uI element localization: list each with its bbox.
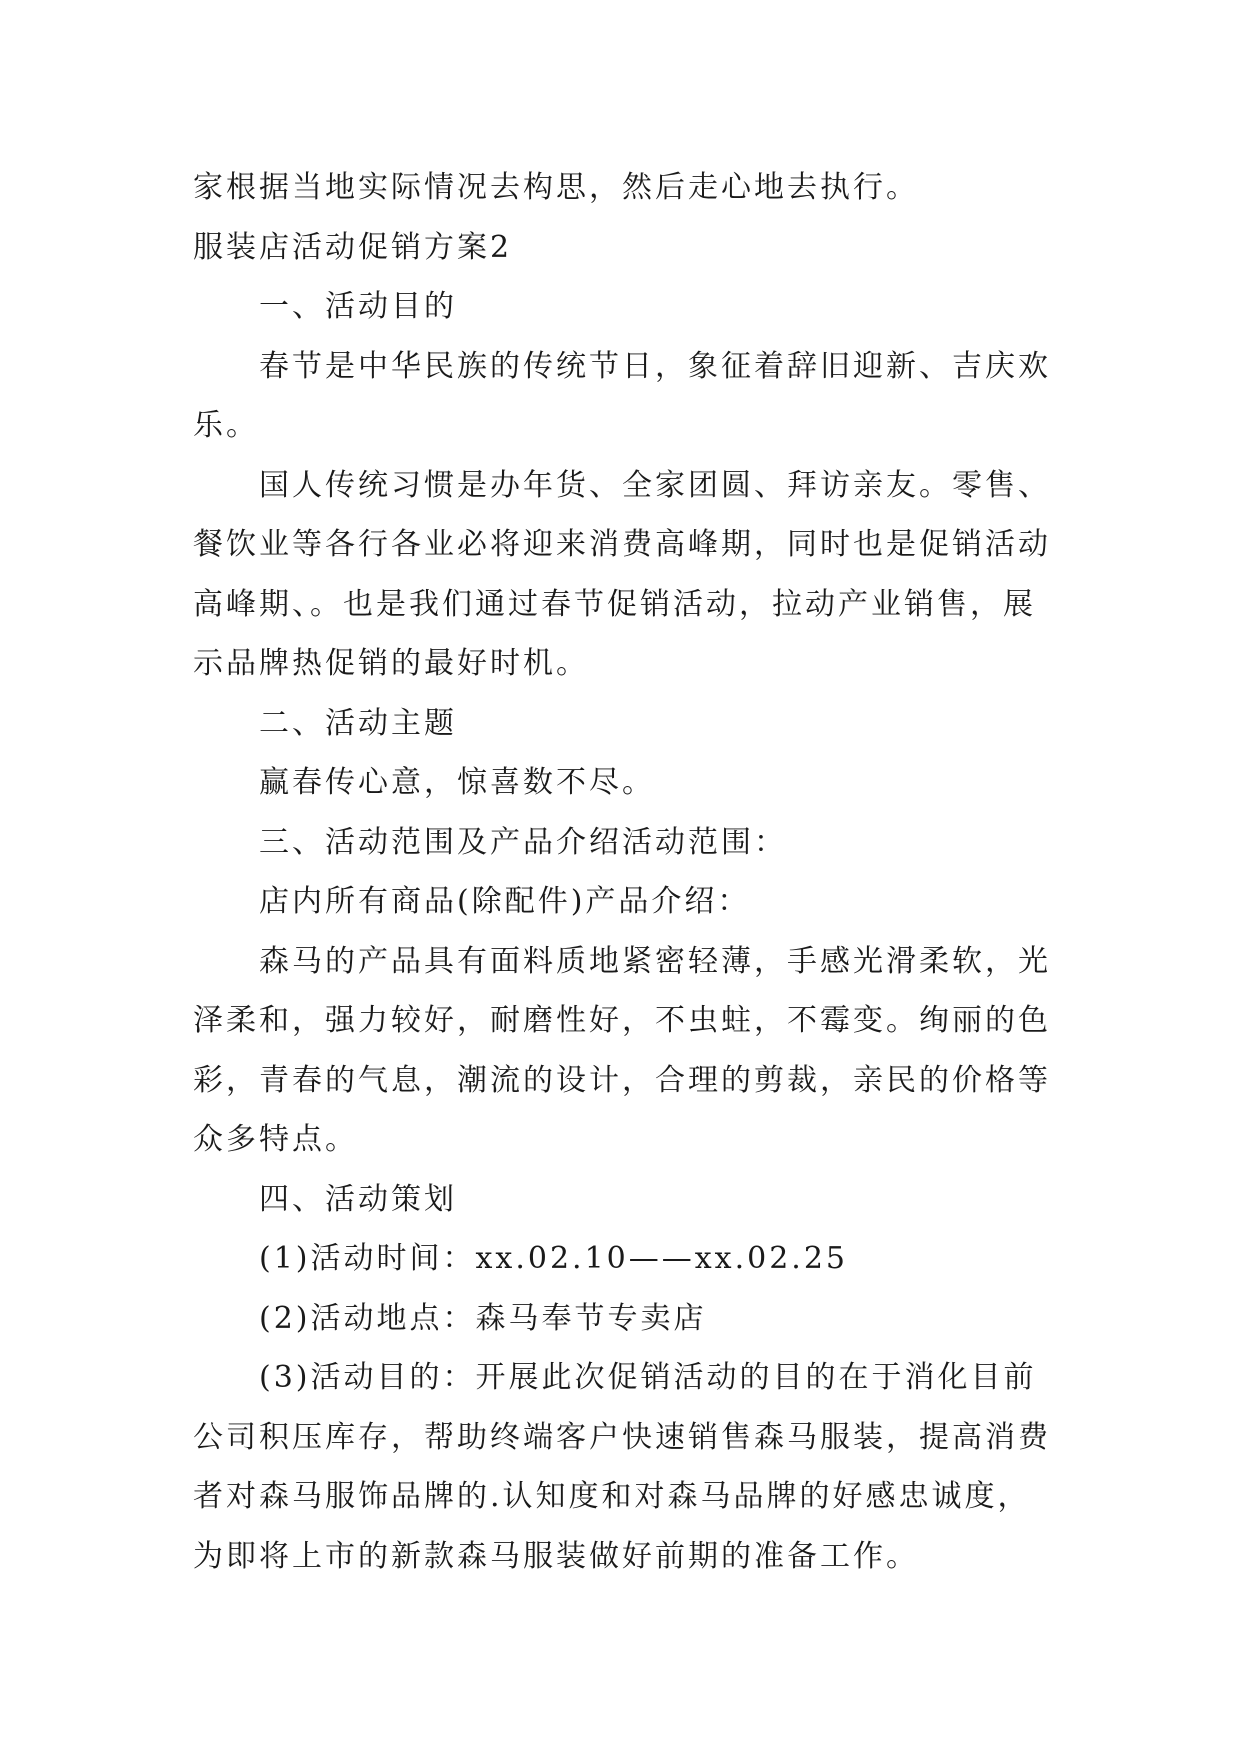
heading-activity-planning: 四、活动策划: [259, 1181, 457, 1217]
heading-activity-purpose: 一、活动目的: [259, 289, 457, 324]
paragraph-spring-festival: 春节是中华民族的传统节日，象征着辞旧迎新、吉庆欢乐。: [193, 348, 1051, 443]
paragraph-scope: 店内所有商品(除配件)产品介绍：: [259, 884, 751, 919]
section-title: 服装店活动促销方案2: [193, 229, 513, 265]
paragraph-activity-time: (1)活动时间：xx.02.10——xx.02.25: [259, 1241, 849, 1276]
paragraph-product-intro: 森马的产品具有面料质地紧密轻薄，手感光滑柔软，光泽柔和，强力较好，耐磨性好，不虫蛀，不霉变。绚丽的色彩，青春的气息，潮流的设计，合理的剪裁，亲民的价格等众多特点。: [193, 943, 1051, 1157]
heading-activity-theme: 二、活动主题: [259, 705, 457, 741]
paragraph-custom-habits: 国人传统习惯是办年货、全家团圆、拜访亲友。零售、餐饮业等各行各业必将迎来消费高峰期，同时也是促销活动高峰期、。也是我们通过春节促销活动，拉动产业销售，展示品牌热促销的最好时机。: [193, 467, 1051, 681]
heading-activity-scope: 三、活动范围及产品介绍活动范围：: [259, 824, 787, 860]
document-body: [193, 158, 1053, 1586]
paragraph-activity-location: (2)活动地点：森马奉节专卖店: [259, 1300, 707, 1336]
paragraph-activity-goal: (3)活动目的：开展此次促销活动的目的在于消化目前公司积压库存，帮助终端客户快速销售森马服装，提高消费者对森马服饰品牌的.认知度和对森马品牌的好感忠诚度，为即将上市的新款森马服装做好前期的准备工作。: [193, 1360, 1051, 1574]
paragraph-intro-continuation: 家根据当地实际情况去构思，然后走心地去执行。: [193, 170, 919, 205]
paragraph-theme: 赢春传心意，惊喜数不尽。: [259, 765, 655, 800]
